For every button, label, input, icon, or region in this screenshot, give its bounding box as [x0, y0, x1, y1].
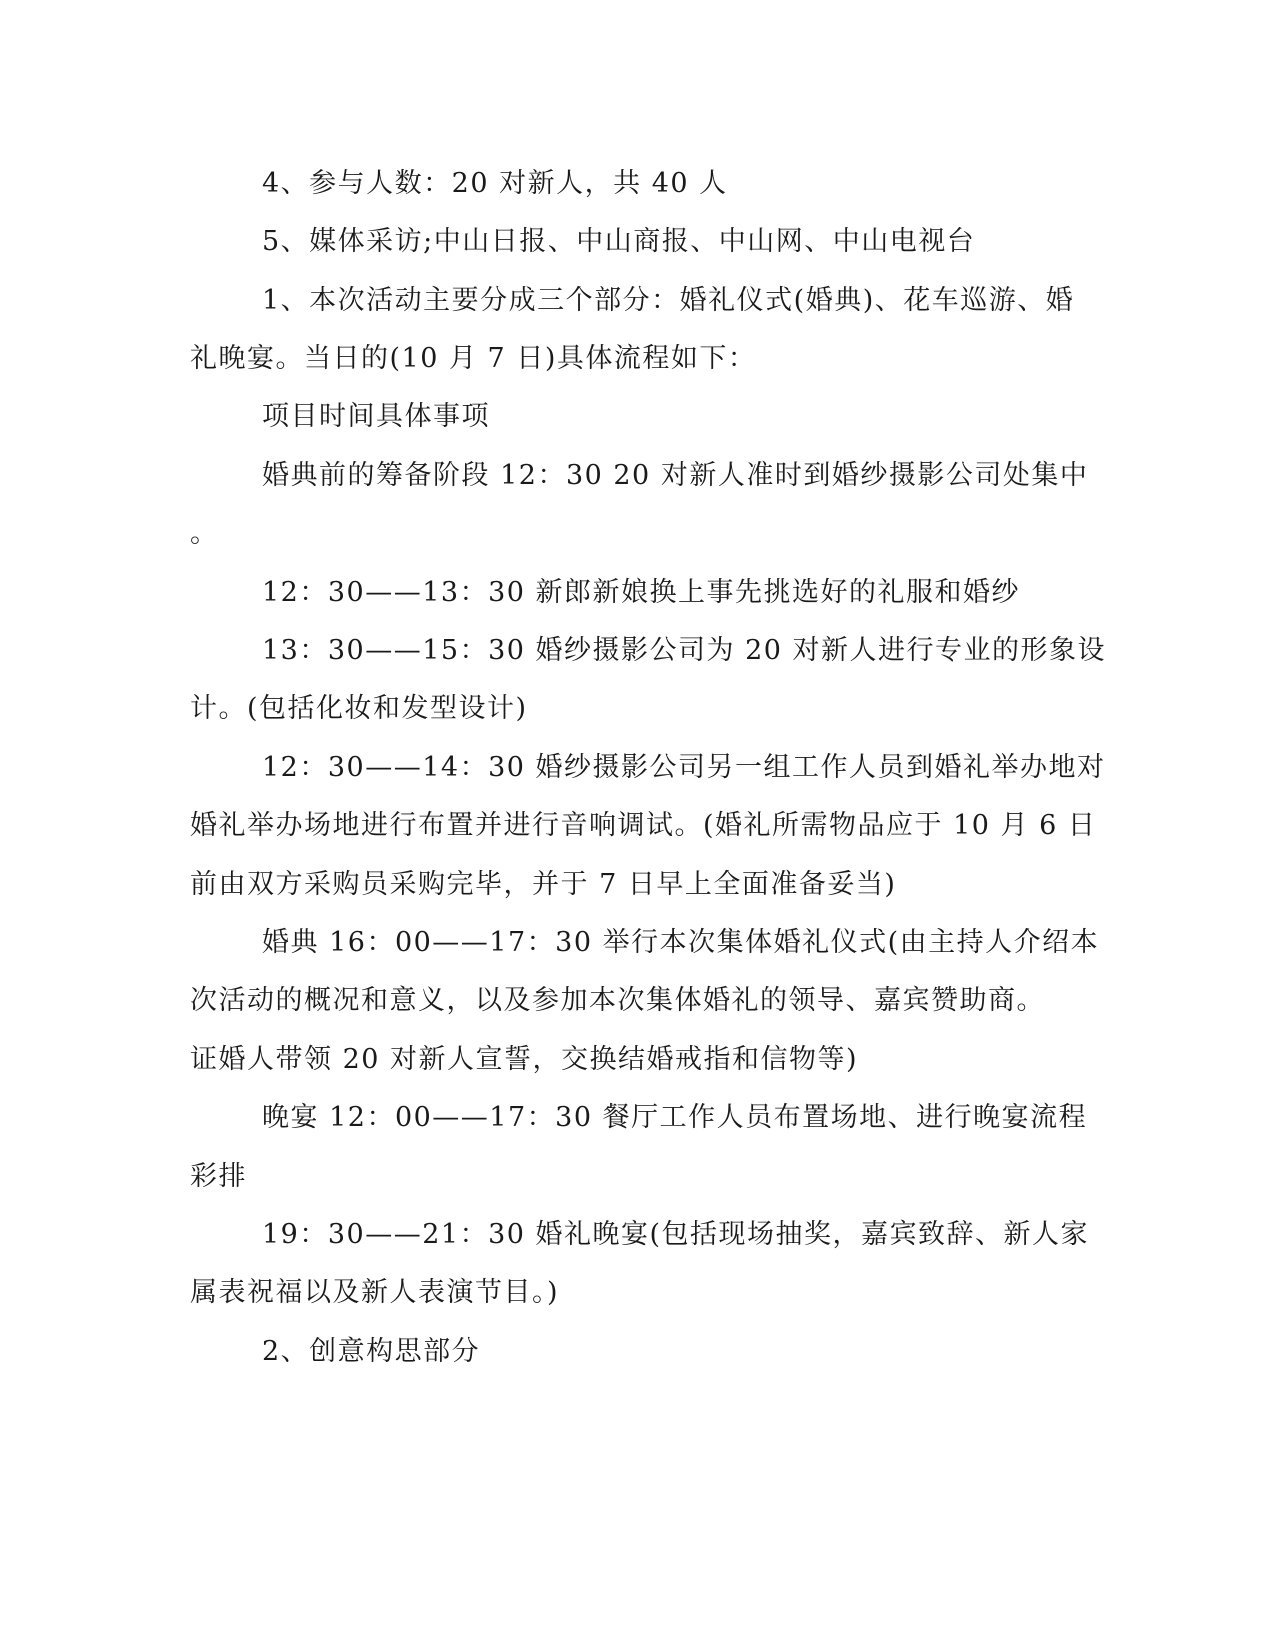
- text-line-activity-parts-cont: 礼晚宴。当日的(10 月 7 日)具体流程如下：: [190, 343, 757, 374]
- text-line-venue-cont: 婚礼举办场地进行布置并进行音响调试。(婚礼所需物品应于 10 月 6 日: [190, 810, 1097, 841]
- text-line-creative-section: 2、创意构思部分: [262, 1336, 481, 1367]
- text-line-banquet-setup: 晚宴 12：00——17：30 餐厅工作人员布置场地、进行晚宴流程: [262, 1102, 1088, 1133]
- text-line-dress: 12：30——13：30 新郎新娘换上事先挑选好的礼服和婚纱: [262, 577, 1021, 608]
- text-line-venue: 12：30——14：30 婚纱摄影公司另一组工作人员到婚礼举办地对: [262, 752, 1106, 783]
- text-line-venue-cont-2: 前由双方采购员采购完毕，并于 7 日早上全面准备妥当): [190, 869, 897, 900]
- text-line-ceremony: 婚典 16：00——17：30 举行本次集体婚礼仪式(由主持人介绍本: [262, 927, 1100, 958]
- text-line-media: 5、媒体采访;中山日报、中山商报、中山网、中山电视台: [262, 226, 976, 257]
- text-line-ceremony-cont-2: 证婚人带领 20 对新人宣誓，交换结婚戒指和信物等): [190, 1044, 859, 1075]
- text-line-participants: 4、参与人数：20 对新人，共 40 人: [262, 168, 728, 199]
- text-line-styling: 13：30——15：30 婚纱摄影公司为 20 对新人进行专业的形象设: [262, 635, 1107, 666]
- text-line-banquet-cont: 属表祝福以及新人表演节目。): [190, 1277, 560, 1308]
- text-line-activity-parts: 1、本次活动主要分成三个部分：婚礼仪式(婚典)、花车巡游、婚: [262, 285, 1075, 316]
- text-line-table-header: 项目时间具体事项: [262, 401, 490, 432]
- text-line-preparation-cont: 。: [190, 518, 219, 549]
- text-line-preparation: 婚典前的筹备阶段 12：30 20 对新人准时到婚纱摄影公司处集中: [262, 460, 1089, 491]
- text-line-banquet: 19：30——21：30 婚礼晚宴(包括现场抽奖，嘉宾致辞、新人家: [262, 1219, 1090, 1250]
- text-line-styling-cont: 计。(包括化妆和发型设计): [190, 693, 528, 724]
- text-line-ceremony-cont: 次活动的概况和意义，以及参加本次集体婚礼的领导、嘉宾赞助商。: [190, 985, 1045, 1016]
- text-line-banquet-setup-cont: 彩排: [190, 1161, 247, 1192]
